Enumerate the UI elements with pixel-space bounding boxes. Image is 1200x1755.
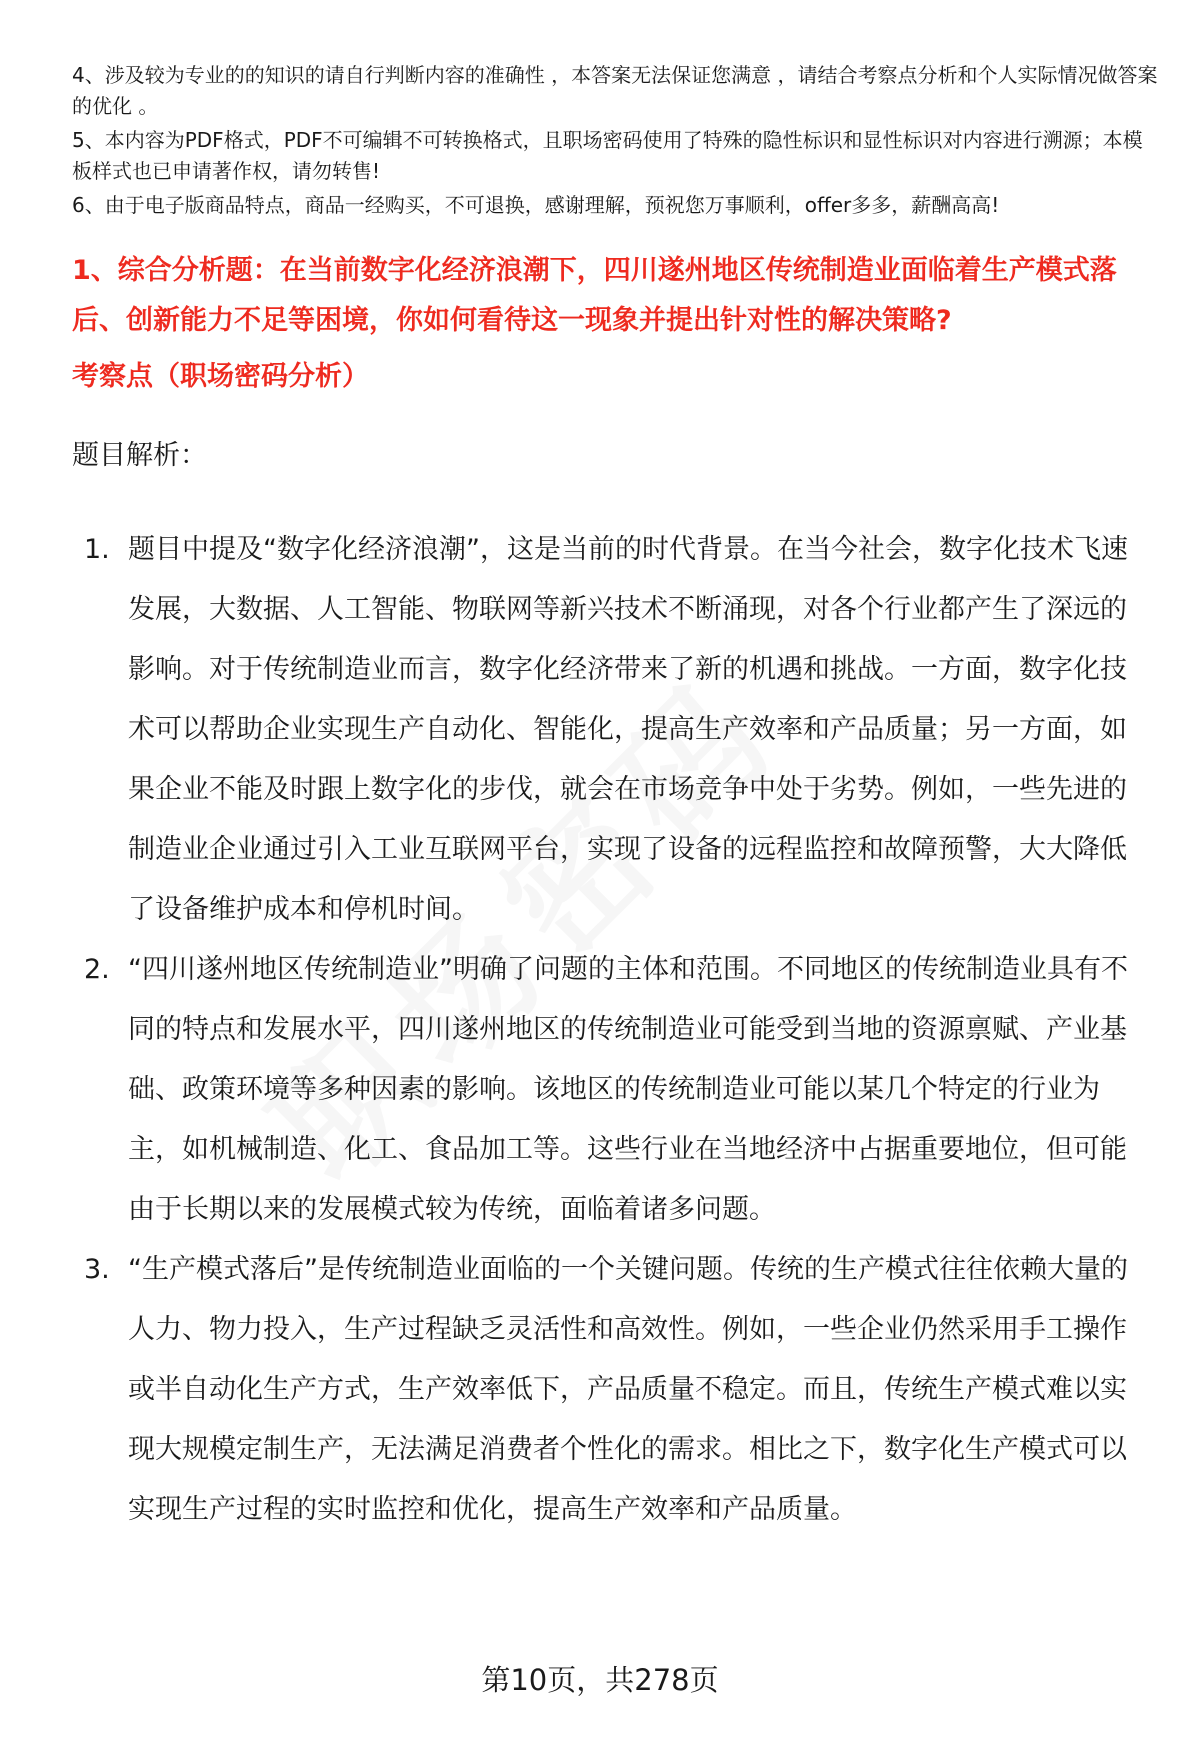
section-title: 考察点（职场密码分析）: [72, 361, 369, 392]
analysis-subtitle: 题目解析：: [72, 440, 207, 471]
question-heading: 1、综合分析题：在当前数字化经济浪潮下，四川遂州地区传统制造业面临着生产模式落后、创新能力不足等困境，你如何看待这一现象并提出针对性的解决策略?: [72, 255, 1117, 336]
list-item: [72, 1240, 1142, 1540]
page-footer: 第10页，共278页: [481, 1663, 719, 1697]
note-item: 5、本内容为PDF格式，PDF不可编辑不可转换格式，且职场密码使用了特殊的隐性标识和显性标识对内容进行溯源；本模板样式也已申请著作权，请勿转售!: [72, 128, 1143, 183]
list-number: 1.: [84, 534, 110, 565]
list-item: [72, 940, 1142, 1240]
list-item-text: 题目中提及“数字化经济浪潮”，这是当前的时代背景。在当今社会，数字化技术飞速发展，大数据、人工智能、物联网等新兴技术不断涌现，对各个行业都产生了深远的影响。对于传统制造业而言，数字化经济带来了新的机遇和挑战。一方面，数字化技术可以帮助企业实现生产自动化、智能化，提高生产效率和产品质量；另一方面，如果企业不能及时跟上数字化的步伐，就会在市场竞争中处于劣势。例如，一些先进的制造业企业通过引入工业互联网平台，实现了设备的远程监控和故障预警，大大降低了设备维护成本和停机时间。: [128, 534, 1128, 925]
list-item-text: “生产模式落后”是传统制造业面临的一个关键问题。传统的生产模式往往依赖大量的人力、物力投入，生产过程缺乏灵活性和高效性。例如，一些企业仍然采用手工操作或半自动化生产方式，生产效率低下，产品质量不稳定。而且，传统生产模式难以实现大规模定制生产，无法满足消费者个性化的需求。相比之下，数字化生产模式可以实现生产过程的实时监控和优化，提高生产效率和产品质量。: [128, 1254, 1128, 1525]
list-item-text: “四川遂州地区传统制造业”明确了问题的主体和范围。不同地区的传统制造业具有不同的特点和发展水平，四川遂州地区的传统制造业可能受到当地的资源禀赋、产业基础、政策环境等多种因素的影响。该地区的传统制造业可能以某几个特定的行业为主，如机械制造、化工、食品加工等。这些行业在当地经济中占据重要地位，但可能由于长期以来的发展模式较为传统，面临着诸多问题。: [128, 954, 1128, 1225]
notes-section: [72, 60, 1162, 224]
note-item: 6、由于电子版商品特点，商品一经购买，不可退换，感谢理解，预祝您万事顺利，offer多多，薪酬高高!: [72, 193, 1000, 217]
analysis-list: [72, 520, 1142, 1540]
note-item: 4、涉及较为专业的的知识的请自行判断内容的准确性 ，本答案无法保证您满意 ，请结合考察点分析和个人实际情况做答案的优化 。: [72, 63, 1158, 118]
list-number: 2.: [84, 954, 110, 985]
list-item: [72, 520, 1142, 940]
list-number: 3.: [84, 1254, 110, 1285]
